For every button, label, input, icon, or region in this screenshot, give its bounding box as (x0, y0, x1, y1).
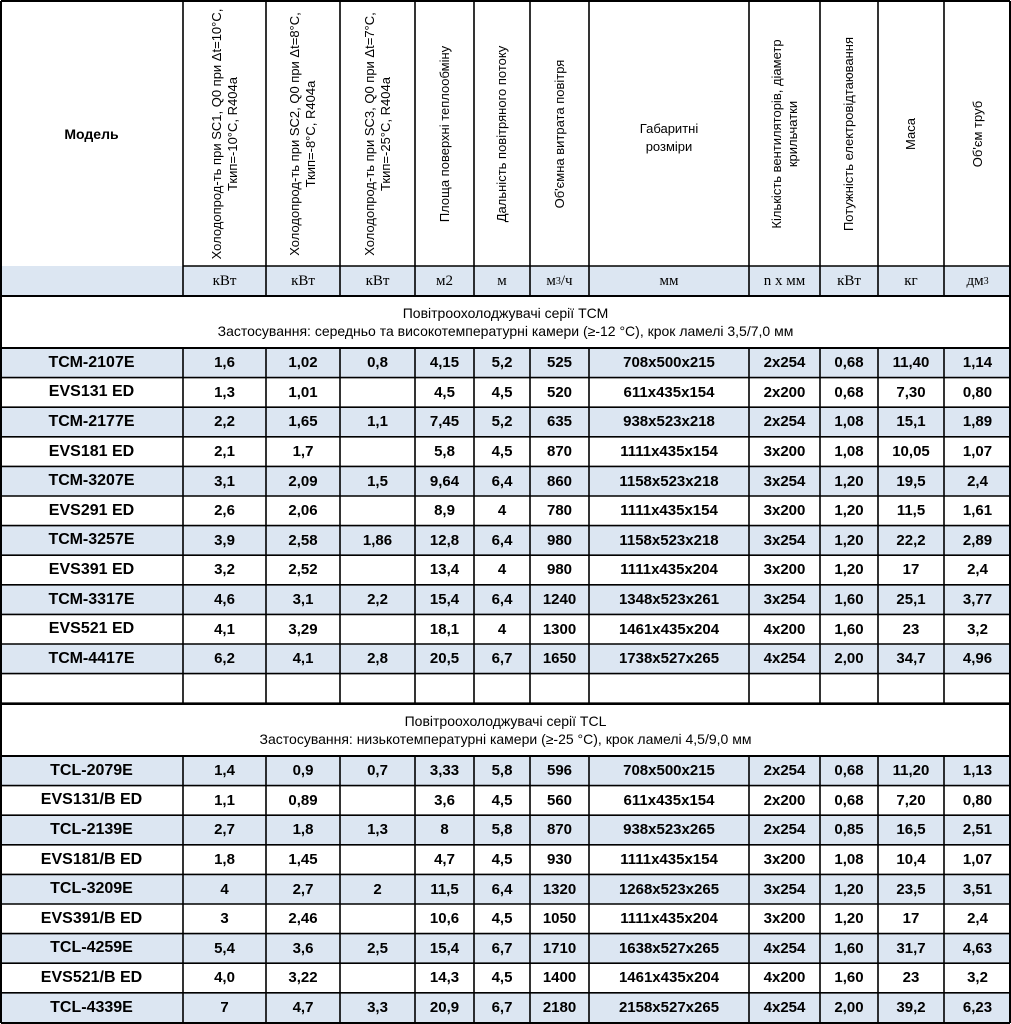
header-dims: Габаритні розміри (639, 121, 699, 154)
cell-area: 13,4 (415, 555, 474, 585)
cell-area: 20,5 (415, 644, 474, 674)
header-area-label: Площа поверхні теплообміну (436, 45, 452, 223)
cell-area: 4,7 (415, 845, 474, 875)
cell-volume: 3,2 (944, 963, 1011, 993)
cell-throw: 4,5 (474, 437, 530, 467)
cell-mass: 16,5 (878, 815, 944, 845)
cell-sc1: 7 (183, 993, 266, 1023)
model-name: EVS291 ED (0, 496, 183, 526)
cell-power: 1,20 (820, 555, 878, 585)
cell-sc3: 3,3 (340, 993, 415, 1023)
cell-sc2: 0,89 (266, 786, 340, 816)
cell-airflow: 1050 (530, 904, 589, 934)
cell-mass: 17 (878, 904, 944, 934)
cell-power: 1,60 (820, 934, 878, 964)
model-name (0, 674, 183, 704)
cell-fans: 4х254 (749, 993, 820, 1023)
cell-dims: 2158х527х265 (589, 993, 749, 1023)
unit-power: кВт (820, 266, 878, 296)
cell-airflow: 1650 (530, 644, 589, 674)
header-sc1 (183, 2, 266, 266)
cell-power: 0,68 (820, 348, 878, 378)
cell-sc2: 2,52 (266, 555, 340, 585)
cell-sc2: 2,06 (266, 496, 340, 526)
cell-area: 8,9 (415, 496, 474, 526)
cell-power: 0,85 (820, 815, 878, 845)
cell-power: 1,20 (820, 904, 878, 934)
cell-volume: 1,07 (944, 437, 1011, 467)
cell-throw: 6,7 (474, 644, 530, 674)
cell-mass: 10,05 (878, 437, 944, 467)
section-1-subtitle: Застосування: середньо та високотемпературні камери (≥-12 °С), крок ламелі 3,5/7,0 мм (217, 323, 794, 339)
cell-fans: 4х254 (749, 934, 820, 964)
cell-fans: 4х200 (749, 614, 820, 644)
cell-area: 3,6 (415, 786, 474, 816)
cell-throw: 5,2 (474, 407, 530, 437)
cell-sc2: 2,58 (266, 526, 340, 556)
cell-area: 8 (415, 815, 474, 845)
cell-mass: 23 (878, 614, 944, 644)
model-name: EVS181 ED (0, 437, 183, 467)
cell-volume: 1,89 (944, 407, 1011, 437)
cell-mass: 7,20 (878, 786, 944, 816)
cell-sc1: 1,8 (183, 845, 266, 875)
cell-throw: 4,5 (474, 845, 530, 875)
cell-fans (749, 674, 820, 704)
cell-sc3 (340, 614, 415, 644)
model-name: EVS131 ED (0, 378, 183, 408)
cell-throw: 4 (474, 555, 530, 585)
cell-volume: 3,77 (944, 585, 1011, 615)
cell-fans: 4х254 (749, 644, 820, 674)
unit-fans: n x мм (749, 266, 820, 296)
cell-throw: 5,8 (474, 815, 530, 845)
header-throw-label: Дальність повітряного потоку (494, 45, 509, 223)
cell-sc1 (183, 674, 266, 704)
cell-sc3: 0,7 (340, 756, 415, 786)
header-throw (474, 2, 530, 266)
cell-volume: 6,23 (944, 993, 1011, 1023)
cell-airflow: 980 (530, 526, 589, 556)
cell-airflow: 560 (530, 786, 589, 816)
cell-mass: 34,7 (878, 644, 944, 674)
cell-sc3 (340, 496, 415, 526)
cell-fans: 2х200 (749, 378, 820, 408)
cell-area: 7,45 (415, 407, 474, 437)
cell-sc2: 0,9 (266, 756, 340, 786)
cell-mass: 22,2 (878, 526, 944, 556)
cell-dims: 708х500х215 (589, 348, 749, 378)
cell-airflow: 1300 (530, 614, 589, 644)
cell-volume: 1,61 (944, 496, 1011, 526)
cell-sc2: 1,45 (266, 845, 340, 875)
cell-sc3 (340, 904, 415, 934)
cell-volume: 3,51 (944, 874, 1011, 904)
model-name: EVS391 ED (0, 555, 183, 585)
cell-sc3 (340, 786, 415, 816)
cell-area: 4,5 (415, 378, 474, 408)
cell-fans: 3х200 (749, 555, 820, 585)
cell-sc1: 6,2 (183, 644, 266, 674)
cell-area: 5,8 (415, 437, 474, 467)
header-fans (749, 2, 820, 266)
cell-airflow: 525 (530, 348, 589, 378)
unit-sc2: кВт (266, 266, 340, 296)
model-name: EVS391/B ED (0, 904, 183, 934)
cell-power: 1,20 (820, 496, 878, 526)
cell-airflow: 2180 (530, 993, 589, 1023)
unit-dims: мм (589, 266, 749, 296)
cell-sc1: 2,6 (183, 496, 266, 526)
cell-sc2: 2,09 (266, 466, 340, 496)
cell-fans: 4х200 (749, 963, 820, 993)
cell-throw: 6,4 (474, 585, 530, 615)
cell-mass: 15,1 (878, 407, 944, 437)
cell-power: 1,08 (820, 845, 878, 875)
model-name: TCL-4339E (0, 993, 183, 1023)
cell-sc2: 1,02 (266, 348, 340, 378)
header-volume-label: Об'єм труб (969, 100, 985, 168)
cell-dims: 1461х435х204 (589, 963, 749, 993)
cell-throw: 4 (474, 614, 530, 644)
cell-airflow: 980 (530, 555, 589, 585)
cell-mass: 31,7 (878, 934, 944, 964)
cell-power: 0,68 (820, 786, 878, 816)
cell-sc1: 3,1 (183, 466, 266, 496)
section-1-title: Повітроохолоджувачі серії ТСМ (402, 305, 609, 321)
cell-sc3: 2,8 (340, 644, 415, 674)
cell-fans: 3х200 (749, 904, 820, 934)
cell-volume: 1,07 (944, 845, 1011, 875)
cell-fans: 3х254 (749, 585, 820, 615)
cell-sc1: 1,1 (183, 786, 266, 816)
cell-area: 12,8 (415, 526, 474, 556)
cell-sc2 (266, 674, 340, 704)
cell-airflow: 860 (530, 466, 589, 496)
cell-mass: 23 (878, 963, 944, 993)
cell-airflow: 1240 (530, 585, 589, 615)
cell-fans: 3х254 (749, 874, 820, 904)
cell-airflow: 635 (530, 407, 589, 437)
header-mass (878, 2, 944, 266)
model-name: ТСМ-2107Е (0, 348, 183, 378)
header-model: Модель (64, 126, 119, 142)
cell-power: 1,20 (820, 466, 878, 496)
cell-sc1: 2,1 (183, 437, 266, 467)
cell-sc3: 2 (340, 874, 415, 904)
cell-sc3 (340, 963, 415, 993)
cell-sc2: 3,22 (266, 963, 340, 993)
cell-dims: 1158х523х218 (589, 466, 749, 496)
cell-area: 10,6 (415, 904, 474, 934)
cell-airflow: 780 (530, 496, 589, 526)
model-name: ТСМ-3207Е (0, 466, 183, 496)
cell-throw: 6,4 (474, 526, 530, 556)
cell-sc2: 1,65 (266, 407, 340, 437)
cell-power: 0,68 (820, 378, 878, 408)
section-2-title: Повітроохолоджувачі серії TCL (404, 713, 607, 729)
cell-area: 14,3 (415, 963, 474, 993)
cell-area: 3,33 (415, 756, 474, 786)
cell-dims: 708х500х215 (589, 756, 749, 786)
cell-volume: 2,89 (944, 526, 1011, 556)
cell-power: 1,08 (820, 407, 878, 437)
cell-sc2: 2,7 (266, 874, 340, 904)
model-name: EVS521 ED (0, 614, 183, 644)
cell-airflow: 1400 (530, 963, 589, 993)
cell-sc2: 1,01 (266, 378, 340, 408)
cell-area (415, 674, 474, 704)
cell-dims: 938х523х265 (589, 815, 749, 845)
cell-dims: 1268х523х265 (589, 874, 749, 904)
cell-dims: 1111х435х154 (589, 437, 749, 467)
cell-dims: 611х435х154 (589, 786, 749, 816)
cell-power: 1,60 (820, 614, 878, 644)
unit-throw: м (474, 266, 530, 296)
cell-sc3: 2,2 (340, 585, 415, 615)
cell-mass: 11,40 (878, 348, 944, 378)
cell-mass (878, 674, 944, 704)
cell-mass: 11,5 (878, 496, 944, 526)
cell-area: 4,15 (415, 348, 474, 378)
header-sc3-label: Холодопрод-ть при SC3, Q0 при Δt=7°C, Ткип=-25°C, R404a (361, 12, 393, 256)
cell-sc1: 4,0 (183, 963, 266, 993)
cell-volume: 4,96 (944, 644, 1011, 674)
header-sc3 (340, 2, 415, 266)
model-name: TCL-2079E (0, 756, 183, 786)
cell-dims: 1738х527х265 (589, 644, 749, 674)
unit-sc3: кВт (340, 266, 415, 296)
cell-dims: 1111х435х154 (589, 845, 749, 875)
cell-mass: 39,2 (878, 993, 944, 1023)
model-name: EVS131/B ED (0, 786, 183, 816)
cell-sc1: 1,6 (183, 348, 266, 378)
section-2-banner (0, 704, 1011, 756)
cell-airflow: 930 (530, 845, 589, 875)
cell-airflow: 870 (530, 815, 589, 845)
cell-airflow (530, 674, 589, 704)
cell-airflow: 520 (530, 378, 589, 408)
cell-sc1: 4,1 (183, 614, 266, 644)
cell-throw: 4,5 (474, 904, 530, 934)
cell-fans: 2х254 (749, 815, 820, 845)
model-name: TCL-2139E (0, 815, 183, 845)
cell-sc1: 1,4 (183, 756, 266, 786)
cell-throw: 4 (474, 496, 530, 526)
cell-dims: 1461х435х204 (589, 614, 749, 644)
cell-power: 1,20 (820, 526, 878, 556)
cell-power: 1,60 (820, 585, 878, 615)
cell-dims: 1111х435х204 (589, 555, 749, 585)
cell-volume: 3,2 (944, 614, 1011, 644)
header-airflow (530, 2, 589, 266)
cell-volume: 2,4 (944, 466, 1011, 496)
unit-mass: кг (878, 266, 944, 296)
cell-sc3 (340, 437, 415, 467)
cell-volume: 4,63 (944, 934, 1011, 964)
cell-mass: 17 (878, 555, 944, 585)
header-airflow-label: Об'ємна витрата повітря (551, 59, 567, 209)
cell-area: 20,9 (415, 993, 474, 1023)
cell-sc2: 4,1 (266, 644, 340, 674)
cell-fans: 2х200 (749, 786, 820, 816)
cell-volume: 2,51 (944, 815, 1011, 845)
unit-area: м2 (415, 266, 474, 296)
cell-throw: 6,7 (474, 993, 530, 1023)
cell-area: 18,1 (415, 614, 474, 644)
cell-airflow: 870 (530, 437, 589, 467)
cell-sc1: 3,9 (183, 526, 266, 556)
cell-sc2: 3,1 (266, 585, 340, 615)
cell-sc3: 1,3 (340, 815, 415, 845)
cell-fans: 2х254 (749, 348, 820, 378)
cell-sc3: 1,86 (340, 526, 415, 556)
cell-airflow: 1320 (530, 874, 589, 904)
cell-dims: 1348х523х261 (589, 585, 749, 615)
cell-throw: 6,4 (474, 466, 530, 496)
cell-volume: 2,4 (944, 555, 1011, 585)
cell-throw: 4,5 (474, 786, 530, 816)
cell-sc2: 4,7 (266, 993, 340, 1023)
cell-fans: 3х200 (749, 437, 820, 467)
cell-mass: 23,5 (878, 874, 944, 904)
header-sc1-label: Холодопрод-ть при SC1, Q0 при Δt=10°C, Ткип=-10°C, R404a (208, 8, 240, 260)
model-name: ТСМ-2177Е (0, 407, 183, 437)
cell-area: 15,4 (415, 934, 474, 964)
header-power-label: Потужність електровідтаювання (841, 36, 856, 232)
cell-area: 9,64 (415, 466, 474, 496)
cell-volume: 1,13 (944, 756, 1011, 786)
section-1-banner (0, 296, 1011, 348)
cell-throw: 5,2 (474, 348, 530, 378)
cell-sc3: 1,1 (340, 407, 415, 437)
model-name: TCL-3209E (0, 874, 183, 904)
cell-dims: 1638х527х265 (589, 934, 749, 964)
cell-mass: 7,30 (878, 378, 944, 408)
model-name: ТСМ-3317Е (0, 585, 183, 615)
cell-power: 1,08 (820, 437, 878, 467)
cell-power: 1,20 (820, 874, 878, 904)
cell-volume (944, 674, 1011, 704)
cell-dims: 938х523х218 (589, 407, 749, 437)
header-sc2-label: Холодопрод-ть при SC2, Q0 при Δt=8°C, Ткип=-8°C, R404a (287, 12, 318, 256)
cell-power (820, 674, 878, 704)
cell-sc2: 1,7 (266, 437, 340, 467)
cell-throw: 5,8 (474, 756, 530, 786)
cell-volume: 2,4 (944, 904, 1011, 934)
cell-sc3 (340, 674, 415, 704)
header-power (820, 2, 878, 266)
header-area (415, 2, 474, 266)
cell-sc2: 3,6 (266, 934, 340, 964)
cell-mass: 10,4 (878, 845, 944, 875)
cell-fans: 2х254 (749, 407, 820, 437)
unit-cell-model (0, 266, 183, 296)
model-name: TCL-4259E (0, 934, 183, 964)
cell-sc3: 0,8 (340, 348, 415, 378)
cell-sc1: 3 (183, 904, 266, 934)
cell-power: 2,00 (820, 644, 878, 674)
cell-sc3: 2,5 (340, 934, 415, 964)
cell-throw: 4,5 (474, 378, 530, 408)
cell-fans: 3х254 (749, 466, 820, 496)
unit-sc1: кВт (183, 266, 266, 296)
model-name: ТСМ-4417Е (0, 644, 183, 674)
cell-volume: 0,80 (944, 786, 1011, 816)
cell-fans: 3х200 (749, 845, 820, 875)
cell-volume: 1,14 (944, 348, 1011, 378)
cell-dims: 611х435х154 (589, 378, 749, 408)
cell-sc1: 1,3 (183, 378, 266, 408)
header-sc2 (266, 2, 340, 266)
cell-fans: 3х200 (749, 496, 820, 526)
cell-dims: 1158х523х218 (589, 526, 749, 556)
cell-volume: 0,80 (944, 378, 1011, 408)
cell-area: 15,4 (415, 585, 474, 615)
cell-sc1: 2,2 (183, 407, 266, 437)
cell-dims (589, 674, 749, 704)
cell-fans: 2х254 (749, 756, 820, 786)
cell-sc1: 4 (183, 874, 266, 904)
cell-throw: 6,4 (474, 874, 530, 904)
cell-power: 0,68 (820, 756, 878, 786)
model-name: EVS181/B ED (0, 845, 183, 875)
unit-airflow: м 3 /ч (530, 266, 589, 296)
section-2-subtitle: Застосування: низькотемпературні камери (≥-25 °С), крок ламелі 4,5/9,0 мм (259, 731, 752, 747)
cell-sc3: 1,5 (340, 466, 415, 496)
model-name: EVS521/B ED (0, 963, 183, 993)
cell-sc1: 5,4 (183, 934, 266, 964)
cell-dims: 1111х435х204 (589, 904, 749, 934)
header-volume (944, 2, 1011, 266)
cell-throw: 4,5 (474, 963, 530, 993)
cell-throw (474, 674, 530, 704)
cell-mass: 19,5 (878, 466, 944, 496)
cell-sc2: 3,29 (266, 614, 340, 644)
cell-sc3 (340, 555, 415, 585)
cell-fans: 3х254 (749, 526, 820, 556)
cell-sc3 (340, 845, 415, 875)
model-name: ТСМ-3257Е (0, 526, 183, 556)
cell-dims: 1111х435х154 (589, 496, 749, 526)
unit-volume: дм 3 (944, 266, 1011, 296)
cell-sc1: 3,2 (183, 555, 266, 585)
cell-sc3 (340, 378, 415, 408)
cell-power: 1,60 (820, 963, 878, 993)
cell-power: 2,00 (820, 993, 878, 1023)
header-mass-label: Маса (903, 118, 918, 150)
cell-area: 11,5 (415, 874, 474, 904)
cell-sc2: 2,46 (266, 904, 340, 934)
cell-mass: 25,1 (878, 585, 944, 615)
cell-airflow: 596 (530, 756, 589, 786)
header-fans-label: Кількість вентиляторів, діаметр крильчатки (768, 39, 800, 229)
cell-sc1: 4,6 (183, 585, 266, 615)
cell-sc2: 1,8 (266, 815, 340, 845)
cell-throw: 6,7 (474, 934, 530, 964)
cell-sc1: 2,7 (183, 815, 266, 845)
cell-airflow: 1710 (530, 934, 589, 964)
cell-mass: 11,20 (878, 756, 944, 786)
